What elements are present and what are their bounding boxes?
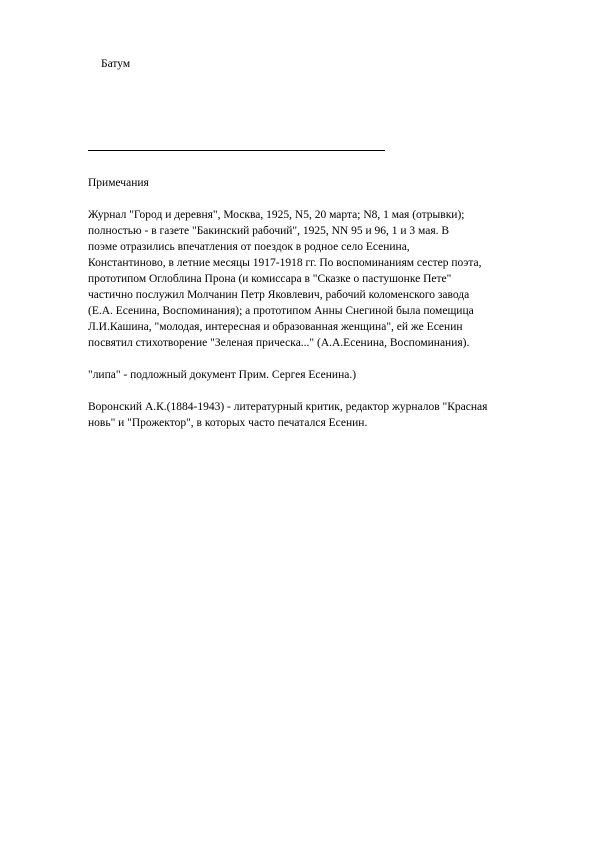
note1-line: частично послужил Молчанин Петр Яковлевич, рабочий коломенского завода <box>88 289 470 301</box>
note3-line: новь" и "Прожектор", в которых часто печатался Есенин. <box>88 417 368 429</box>
notes-section <box>88 175 518 447</box>
note1-line: прототипом Оглоблина Прона (и комиссара в "Сказке о пастушонке Пете" <box>88 273 452 285</box>
note1-line: Журнал "Город и деревня", Москва, 1925, N5, 20 марта; N8, 1 мая (отрывки); <box>88 209 465 221</box>
note1-line: Л.И.Кашина, "молодая, интересная и образованная женщина", ей же Есенин <box>88 321 463 333</box>
note-paragraph-1 <box>88 207 518 351</box>
note1-line: поэме отразились впечатления от поездок в родное село Есенина, <box>88 241 410 253</box>
note1-line: Константиново, в летние месяцы 1917-1918 гг. По воспоминаниям сестер поэта, <box>88 257 482 269</box>
notes-heading: Примечания <box>88 177 149 189</box>
note-paragraph-3 <box>88 399 518 431</box>
note-paragraph-2 <box>88 367 518 383</box>
note1-line: посвятил стихотворение "Зеленая прическа..." (А.А.Есенина, Воспоминания). <box>88 337 470 349</box>
footnote-separator <box>88 150 385 151</box>
note3-line: Воронский А.К.(1884-1943) - литературный критик, редактор журналов "Красная <box>88 401 488 413</box>
note1-line: полностью - в газете "Бакинский рабочий", 1925, NN 95 и 96, 1 и 3 мая. В <box>88 225 450 237</box>
note1-line: (Е.А. Есенина, Воспоминания); а прототипом Анны Снегиной была помещица <box>88 305 474 317</box>
place-name: Батум <box>101 58 131 70</box>
note2-line: "липа" - подложный документ Прим. Сергея Есенина.) <box>88 369 357 381</box>
